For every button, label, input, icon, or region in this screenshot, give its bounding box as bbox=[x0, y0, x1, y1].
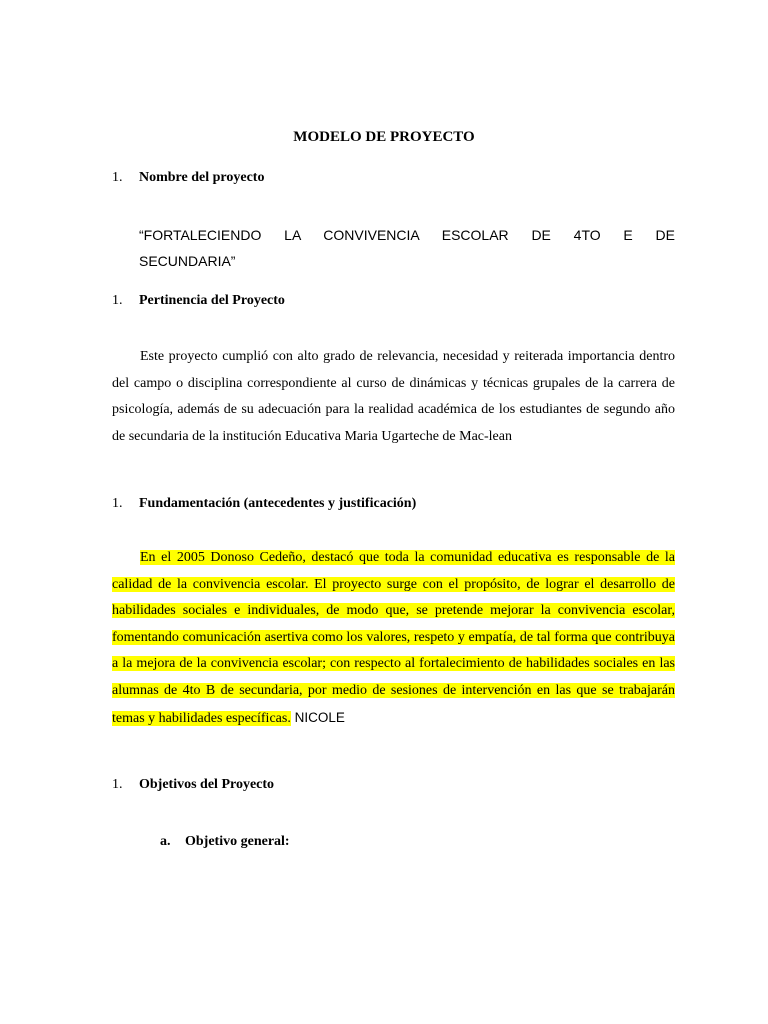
project-name: “FORTALECIENDO LA CONVIVENCIA ESCOLAR DE 4TO E DE SECUNDARIA” bbox=[139, 227, 675, 269]
subsection-heading-objetivo-general bbox=[160, 832, 290, 852]
section-heading-text: Fundamentación (antecedentes y justificación) bbox=[139, 496, 417, 511]
author-note: NICOLE bbox=[290, 709, 345, 725]
section-number: 1. bbox=[112, 170, 123, 185]
section-heading-objetivos bbox=[112, 775, 274, 795]
section-number: 1. bbox=[112, 496, 123, 511]
section-heading-text: Objetivos del Proyecto bbox=[139, 777, 275, 792]
section-heading-pertinencia bbox=[112, 291, 285, 311]
subsection-heading-text: Objetivo general: bbox=[185, 834, 290, 849]
pertinencia-paragraph: Este proyecto cumplió con alto grado de relevancia, necesidad y reiterada importancia dentro del campo o disciplina correspondiente al curso de dinámicas y técnicas grupales de la carrera de psicología, además de su adecuación para la realidad académica de los estudiantes de segundo año de secundaria de la institución Educativa Maria Ugarteche de Mac-lean bbox=[112, 349, 675, 444]
section-heading-text: Pertinencia del Proyecto bbox=[139, 293, 285, 308]
highlighted-text: En el 2005 Donoso Cedeño, destacó que toda la comunidad educativa es responsable de la calidad de la convivencia escolar. El proyecto surge con el propósito, de lograr el desarrollo de habilidades sociales e individuales, de modo que, se pretende mejorar la convivencia escolar, fomentando comunicación asertiva como los valores, respeto y empatía, de tal forma que contribuya a la mejora de la convivencia escolar; con respecto al fortalecimiento de habilidades sociales en las alumnas de 4to B de secundaria, por medio de sesiones de intervención en las que se trabajarán temas y habilidades específicas. bbox=[112, 550, 675, 726]
fundamentacion-paragraph bbox=[112, 545, 675, 732]
section-heading-nombre bbox=[112, 168, 264, 188]
section-number: 1. bbox=[112, 777, 123, 792]
section-heading-fundamentacion bbox=[112, 494, 416, 514]
subsection-letter: a. bbox=[160, 834, 171, 849]
section-heading-text: Nombre del proyecto bbox=[139, 170, 265, 185]
document-title: MODELO DE PROYECTO bbox=[293, 129, 475, 145]
section-number: 1. bbox=[112, 293, 123, 308]
